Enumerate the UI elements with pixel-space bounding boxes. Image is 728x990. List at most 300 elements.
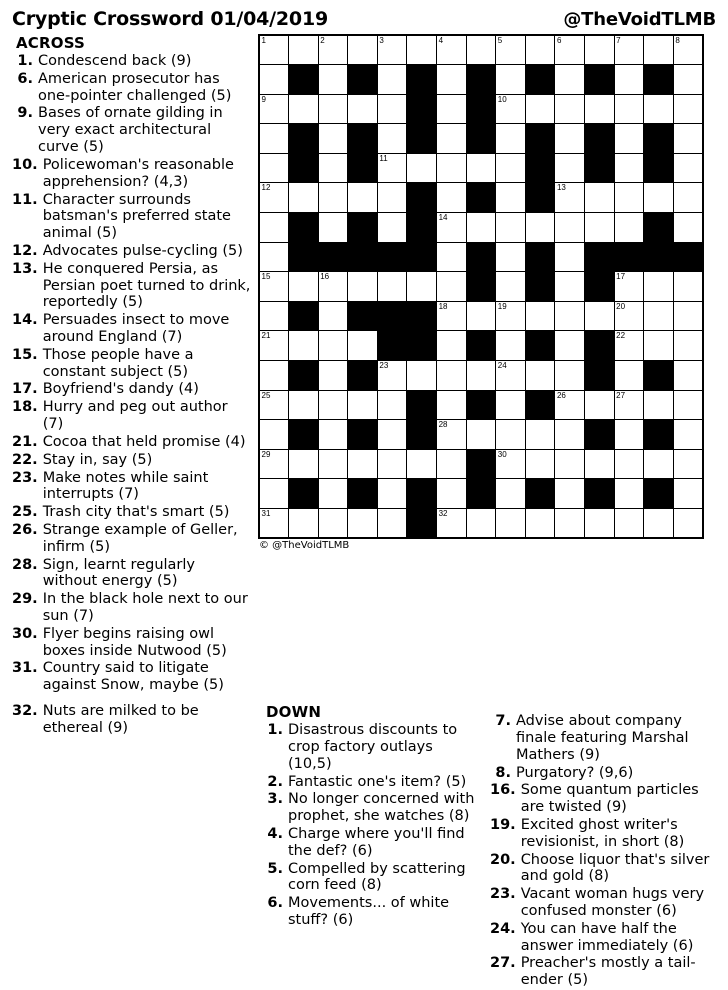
grid-cell[interactable]: [259, 331, 289, 361]
clue-text: American prosecutor has one-pointer challenged (5): [38, 70, 232, 104]
grid-row: [259, 35, 703, 65]
grid-cell[interactable]: [496, 35, 526, 65]
grid-block-cell: [377, 331, 407, 361]
grid-block-cell: [407, 509, 437, 539]
grid-cell[interactable]: [437, 272, 467, 302]
grid-cell-number: 3: [379, 36, 384, 45]
clue-text: Vacant woman hugs very confused monster (6): [520, 886, 705, 919]
grid-block-cell: [525, 272, 555, 302]
clue-item[interactable]: [490, 921, 718, 955]
grid-cell[interactable]: [644, 183, 674, 213]
grid-cell[interactable]: [496, 272, 526, 302]
grid-cell[interactable]: [318, 94, 348, 124]
grid-cell[interactable]: [496, 213, 526, 243]
grid-cell[interactable]: [259, 242, 289, 272]
grid-cell[interactable]: [259, 390, 289, 420]
grid-cell[interactable]: [437, 331, 467, 361]
grid-cell[interactable]: [614, 509, 644, 539]
clue-item[interactable]: [490, 782, 718, 816]
grid-cell[interactable]: [377, 509, 407, 539]
grid-cell[interactable]: [407, 449, 437, 479]
grid-row: [259, 301, 703, 331]
grid-block-cell: [525, 153, 555, 183]
grid-block-cell: [644, 124, 674, 154]
grid-cell[interactable]: [585, 449, 615, 479]
grid-cell-number: 23: [379, 361, 389, 371]
clue-text: Choose liquor that's silver and gold (8): [520, 851, 710, 885]
grid-cell[interactable]: [673, 449, 703, 479]
clue-item[interactable]: [12, 703, 252, 737]
clue-text: He conquered Persia, as Persian poet turned to drink, reportedly (5): [42, 260, 251, 311]
grid-cell[interactable]: [259, 420, 289, 450]
grid-cell[interactable]: [555, 35, 585, 65]
grid-cell[interactable]: [259, 449, 289, 479]
grid-cell[interactable]: [289, 35, 319, 65]
clue-item[interactable]: [12, 243, 252, 260]
grid-cell[interactable]: [466, 213, 496, 243]
clue-item[interactable]: [262, 826, 480, 860]
grid-cell[interactable]: [437, 35, 467, 65]
clue-item[interactable]: [12, 470, 252, 504]
across-clues-column: [12, 34, 252, 695]
grid-cell-number: 16: [320, 272, 330, 282]
grid-cell[interactable]: [259, 272, 289, 302]
author-handle: @TheVoidTLMB: [563, 9, 716, 30]
grid-cell[interactable]: [496, 479, 526, 509]
grid-cell[interactable]: [348, 94, 378, 124]
clue-text: Stay in, say (5): [42, 451, 153, 468]
grid-block-cell: [289, 65, 319, 95]
grid-cell[interactable]: [673, 390, 703, 420]
grid-block-cell: [644, 153, 674, 183]
grid-block-cell: [348, 479, 378, 509]
grid-cell[interactable]: [644, 331, 674, 361]
clue-text: Condescend back (9): [38, 53, 192, 69]
clue-item[interactable]: [12, 347, 252, 381]
grid-cell[interactable]: [496, 124, 526, 154]
grid-block-cell: [466, 449, 496, 479]
grid-cell-number: 2: [320, 36, 325, 45]
clue-text: Fantastic one's item? (5): [288, 773, 467, 790]
clue-item[interactable]: [12, 522, 252, 556]
grid-cell[interactable]: [525, 35, 555, 65]
grid-cell[interactable]: [289, 390, 319, 420]
grid-cell[interactable]: [614, 272, 644, 302]
grid-block-cell: [644, 242, 674, 272]
grid-row: [259, 242, 703, 272]
grid-cell[interactable]: [555, 509, 585, 539]
grid-cell[interactable]: [496, 183, 526, 213]
grid-cell[interactable]: [318, 153, 348, 183]
grid-cell[interactable]: [555, 153, 585, 183]
grid-row: [259, 390, 703, 420]
clue-item[interactable]: [12, 157, 252, 191]
grid-cell[interactable]: [644, 35, 674, 65]
grid-cell[interactable]: [348, 509, 378, 539]
grid-block-cell: [407, 420, 437, 450]
down-clues-column-2: [480, 703, 718, 990]
grid-cell[interactable]: [289, 94, 319, 124]
grid-cell[interactable]: [673, 35, 703, 65]
grid-cell[interactable]: [673, 153, 703, 183]
grid-cell[interactable]: [496, 509, 526, 539]
grid-cell[interactable]: [377, 449, 407, 479]
clue-number: 10.: [12, 156, 38, 173]
grid-cell[interactable]: [259, 301, 289, 331]
grid-cell[interactable]: [318, 213, 348, 243]
grid-cell[interactable]: [407, 153, 437, 183]
grid-cell[interactable]: [673, 213, 703, 243]
grid-cell[interactable]: [614, 65, 644, 95]
grid-cell[interactable]: [437, 124, 467, 154]
grid-cell[interactable]: [555, 94, 585, 124]
clue-item[interactable]: [490, 713, 718, 763]
grid-block-cell: [585, 272, 615, 302]
grid-cell[interactable]: [377, 361, 407, 391]
clue-number: 32.: [12, 703, 38, 720]
grid-block-cell: [318, 242, 348, 272]
grid-cell[interactable]: [614, 331, 644, 361]
clue-text: Nuts are milked to be ethereal (9): [42, 703, 199, 736]
clue-number: 4.: [267, 825, 283, 842]
grid-cell[interactable]: [496, 65, 526, 95]
clue-item[interactable]: [12, 434, 252, 451]
grid-cell[interactable]: [259, 35, 289, 65]
grid-cell[interactable]: [318, 479, 348, 509]
grid-cell[interactable]: [496, 242, 526, 272]
clue-item[interactable]: [490, 955, 718, 989]
grid-cell[interactable]: [614, 94, 644, 124]
grid-cell[interactable]: [259, 153, 289, 183]
grid-cell-number: 15: [261, 272, 271, 282]
grid-cell[interactable]: [259, 509, 289, 539]
grid-cell[interactable]: [377, 35, 407, 65]
grid-cell[interactable]: [673, 124, 703, 154]
clue-item[interactable]: [262, 895, 480, 929]
grid-cell[interactable]: [437, 361, 467, 391]
clue-number: 13.: [12, 260, 38, 277]
grid-cell[interactable]: [673, 65, 703, 95]
clue-number: 24.: [490, 920, 516, 937]
grid-cell[interactable]: [289, 331, 319, 361]
clue-item[interactable]: [490, 817, 718, 851]
grid-cell[interactable]: [437, 509, 467, 539]
grid-cell[interactable]: [466, 301, 496, 331]
clue-item[interactable]: [490, 765, 718, 782]
grid-cell[interactable]: [318, 509, 348, 539]
clue-number: 30.: [12, 625, 38, 642]
grid-block-cell: [466, 331, 496, 361]
grid-cell-number: 31: [261, 509, 271, 518]
grid-cell[interactable]: [318, 124, 348, 154]
grid-cell[interactable]: [407, 35, 437, 65]
grid-block-cell: [525, 390, 555, 420]
grid-cell[interactable]: [525, 420, 555, 450]
grid-cell[interactable]: [377, 153, 407, 183]
grid-cell[interactable]: [259, 94, 289, 124]
grid-cell[interactable]: [377, 124, 407, 154]
clue-item[interactable]: [12, 71, 252, 105]
grid-block-cell: [585, 420, 615, 450]
grid-cell[interactable]: [555, 242, 585, 272]
grid-cell[interactable]: [318, 65, 348, 95]
clue-text: Sign, learnt regularly without energy (5): [42, 556, 196, 590]
grid-cell[interactable]: [496, 449, 526, 479]
grid-block-cell: [466, 272, 496, 302]
grid-cell[interactable]: [348, 35, 378, 65]
grid-cell[interactable]: [614, 35, 644, 65]
grid-cell[interactable]: [318, 183, 348, 213]
clue-item[interactable]: [262, 861, 480, 895]
grid-cell[interactable]: [437, 479, 467, 509]
grid-cell[interactable]: [496, 361, 526, 391]
grid-cell[interactable]: [377, 390, 407, 420]
grid-cell[interactable]: [318, 449, 348, 479]
grid-cell[interactable]: [555, 124, 585, 154]
grid-cell[interactable]: [377, 420, 407, 450]
grid-cell[interactable]: [585, 509, 615, 539]
grid-cell[interactable]: [644, 94, 674, 124]
grid-cell[interactable]: [437, 213, 467, 243]
clue-item[interactable]: [12, 660, 252, 694]
grid-cell[interactable]: [466, 35, 496, 65]
clue-number: 22.: [12, 451, 38, 468]
grid-cell[interactable]: [525, 213, 555, 243]
grid-block-cell: [407, 124, 437, 154]
grid-cell-number: 6: [556, 36, 562, 45]
grid-cell[interactable]: [644, 272, 674, 302]
grid-cell-number: 11: [379, 153, 388, 163]
clue-text: Flyer begins raising owl boxes inside Nutwood (5): [42, 625, 227, 659]
grid-cell[interactable]: [673, 331, 703, 361]
grid-cell[interactable]: [437, 420, 467, 450]
grid-row: [259, 331, 703, 361]
grid-cell[interactable]: [259, 124, 289, 154]
grid-cell[interactable]: [496, 420, 526, 450]
grid-cell[interactable]: [348, 272, 378, 302]
clue-number: 12.: [12, 242, 38, 259]
grid-cell[interactable]: [318, 331, 348, 361]
grid-cell[interactable]: [437, 242, 467, 272]
grid-cell[interactable]: [496, 301, 526, 331]
grid-cell[interactable]: [644, 390, 674, 420]
grid-block-cell: [466, 479, 496, 509]
grid-cell[interactable]: [377, 183, 407, 213]
grid-row: [259, 153, 703, 183]
grid-cell[interactable]: [555, 183, 585, 213]
grid-cell[interactable]: [585, 35, 615, 65]
grid-cell[interactable]: [318, 390, 348, 420]
grid-cell[interactable]: [525, 509, 555, 539]
grid-cell[interactable]: [673, 301, 703, 331]
grid-cell[interactable]: [614, 479, 644, 509]
grid-cell[interactable]: [318, 420, 348, 450]
grid-cell[interactable]: [555, 361, 585, 391]
grid-cell[interactable]: [614, 153, 644, 183]
clue-item[interactable]: [262, 722, 480, 772]
grid-block-cell: [466, 124, 496, 154]
grid-cell[interactable]: [437, 390, 467, 420]
clue-number: 7.: [495, 713, 511, 730]
clue-item[interactable]: [12, 381, 252, 398]
grid-cell[interactable]: [348, 331, 378, 361]
grid-block-cell: [585, 331, 615, 361]
grid-cell[interactable]: [289, 272, 319, 302]
grid-cell[interactable]: [673, 361, 703, 391]
grid-cell[interactable]: [259, 479, 289, 509]
clue-item[interactable]: [12, 53, 252, 70]
grid-cell[interactable]: [555, 390, 585, 420]
crossword-grid[interactable]: [258, 34, 704, 539]
grid-cell[interactable]: [348, 183, 378, 213]
clue-item[interactable]: [12, 399, 252, 433]
grid-cell[interactable]: [555, 449, 585, 479]
grid-cell[interactable]: [466, 509, 496, 539]
grid-cell[interactable]: [318, 35, 348, 65]
grid-cell[interactable]: [437, 65, 467, 95]
grid-cell[interactable]: [437, 449, 467, 479]
grid-cell[interactable]: [644, 301, 674, 331]
grid-cell[interactable]: [555, 479, 585, 509]
grid-cell[interactable]: [614, 301, 644, 331]
grid-cell[interactable]: [614, 124, 644, 154]
grid-cell[interactable]: [555, 420, 585, 450]
grid-cell[interactable]: [614, 213, 644, 243]
grid-block-cell: [585, 242, 615, 272]
grid-cell[interactable]: [614, 183, 644, 213]
grid-block-cell: [644, 361, 674, 391]
clue-item[interactable]: [262, 774, 480, 791]
grid-cell[interactable]: [525, 449, 555, 479]
grid-cell[interactable]: [437, 183, 467, 213]
grid-cell[interactable]: [348, 449, 378, 479]
clue-item[interactable]: [12, 452, 252, 469]
grid-block-cell: [525, 331, 555, 361]
grid-cell[interactable]: [466, 153, 496, 183]
grid-cell[interactable]: [407, 361, 437, 391]
grid-cell-number: 30: [497, 449, 507, 459]
grid-cell[interactable]: [496, 153, 526, 183]
grid-cell[interactable]: [525, 94, 555, 124]
grid-block-cell: [289, 242, 319, 272]
grid-cell[interactable]: [614, 449, 644, 479]
clue-number: 2.: [267, 773, 283, 790]
grid-block-cell: [466, 94, 496, 124]
grid-block-cell: [348, 420, 378, 450]
clue-item[interactable]: [262, 791, 480, 825]
grid-block-cell: [407, 479, 437, 509]
grid-cell[interactable]: [673, 509, 703, 539]
grid-cell[interactable]: [555, 301, 585, 331]
grid-cell[interactable]: [259, 361, 289, 391]
grid-cell-number: 14: [438, 213, 448, 223]
clue-text: Some quantum particles are twisted (9): [520, 782, 699, 816]
grid-cell[interactable]: [466, 361, 496, 391]
grid-cell[interactable]: [496, 94, 526, 124]
grid-cell[interactable]: [673, 272, 703, 302]
grid-cell[interactable]: [585, 183, 615, 213]
grid-cell[interactable]: [318, 301, 348, 331]
grid-cell[interactable]: [407, 272, 437, 302]
column-spacer: [490, 703, 718, 713]
grid-cell-number: 29: [261, 449, 271, 459]
clue-item[interactable]: [12, 105, 252, 155]
grid-cell[interactable]: [644, 449, 674, 479]
clue-item[interactable]: [12, 626, 252, 660]
grid-cell[interactable]: [348, 390, 378, 420]
clue-item[interactable]: [12, 591, 252, 625]
grid-cell[interactable]: [585, 390, 615, 420]
grid-cell[interactable]: [437, 153, 467, 183]
grid-cell[interactable]: [614, 361, 644, 391]
clue-item[interactable]: [12, 312, 252, 346]
grid-block-cell: [644, 213, 674, 243]
grid-cell-number: 17: [616, 272, 626, 282]
clue-number: 1.: [267, 722, 283, 739]
grid-cell[interactable]: [525, 301, 555, 331]
grid-cell[interactable]: [289, 509, 319, 539]
grid-cell[interactable]: [318, 272, 348, 302]
grid-cell[interactable]: [585, 301, 615, 331]
grid-cell[interactable]: [377, 479, 407, 509]
clue-text: In the black hole next to our sun (7): [42, 591, 248, 624]
grid-block-cell: [525, 124, 555, 154]
grid-cell[interactable]: [289, 183, 319, 213]
grid-row: [259, 509, 703, 539]
grid-cell[interactable]: [614, 420, 644, 450]
grid-cell[interactable]: [377, 94, 407, 124]
clue-item[interactable]: [12, 192, 252, 242]
clue-number: 1.: [17, 53, 33, 69]
grid-cell[interactable]: [318, 361, 348, 391]
clue-item[interactable]: [12, 504, 252, 521]
clue-item[interactable]: [490, 852, 718, 886]
grid-cell[interactable]: [259, 65, 289, 95]
grid-cell[interactable]: [673, 479, 703, 509]
grid-cell[interactable]: [377, 213, 407, 243]
grid-cell[interactable]: [614, 390, 644, 420]
grid-cell[interactable]: [496, 331, 526, 361]
clue-number: 15.: [12, 346, 38, 363]
grid-cell[interactable]: [377, 65, 407, 95]
grid-cell[interactable]: [496, 390, 526, 420]
clue-item[interactable]: [12, 261, 252, 311]
grid-cell[interactable]: [644, 509, 674, 539]
grid-cell[interactable]: [555, 272, 585, 302]
grid-cell[interactable]: [585, 94, 615, 124]
clue-item[interactable]: [12, 557, 252, 591]
grid-cell[interactable]: [673, 183, 703, 213]
grid-cell[interactable]: [555, 213, 585, 243]
grid-cell-number: 21: [261, 331, 271, 341]
grid-cell[interactable]: [377, 272, 407, 302]
grid-cell[interactable]: [466, 420, 496, 450]
grid-cell[interactable]: [259, 183, 289, 213]
clue-item[interactable]: [490, 886, 718, 920]
grid-cell[interactable]: [555, 65, 585, 95]
grid-cell-number: 20: [616, 301, 626, 311]
grid-cell[interactable]: [673, 94, 703, 124]
clue-number: 16.: [490, 782, 516, 799]
grid-cell[interactable]: [437, 94, 467, 124]
grid-cell[interactable]: [289, 449, 319, 479]
grid-cell[interactable]: [555, 331, 585, 361]
grid-cell[interactable]: [437, 301, 467, 331]
grid-cell[interactable]: [259, 213, 289, 243]
grid-cell[interactable]: [673, 420, 703, 450]
grid-cell[interactable]: [525, 361, 555, 391]
grid-cell[interactable]: [585, 213, 615, 243]
